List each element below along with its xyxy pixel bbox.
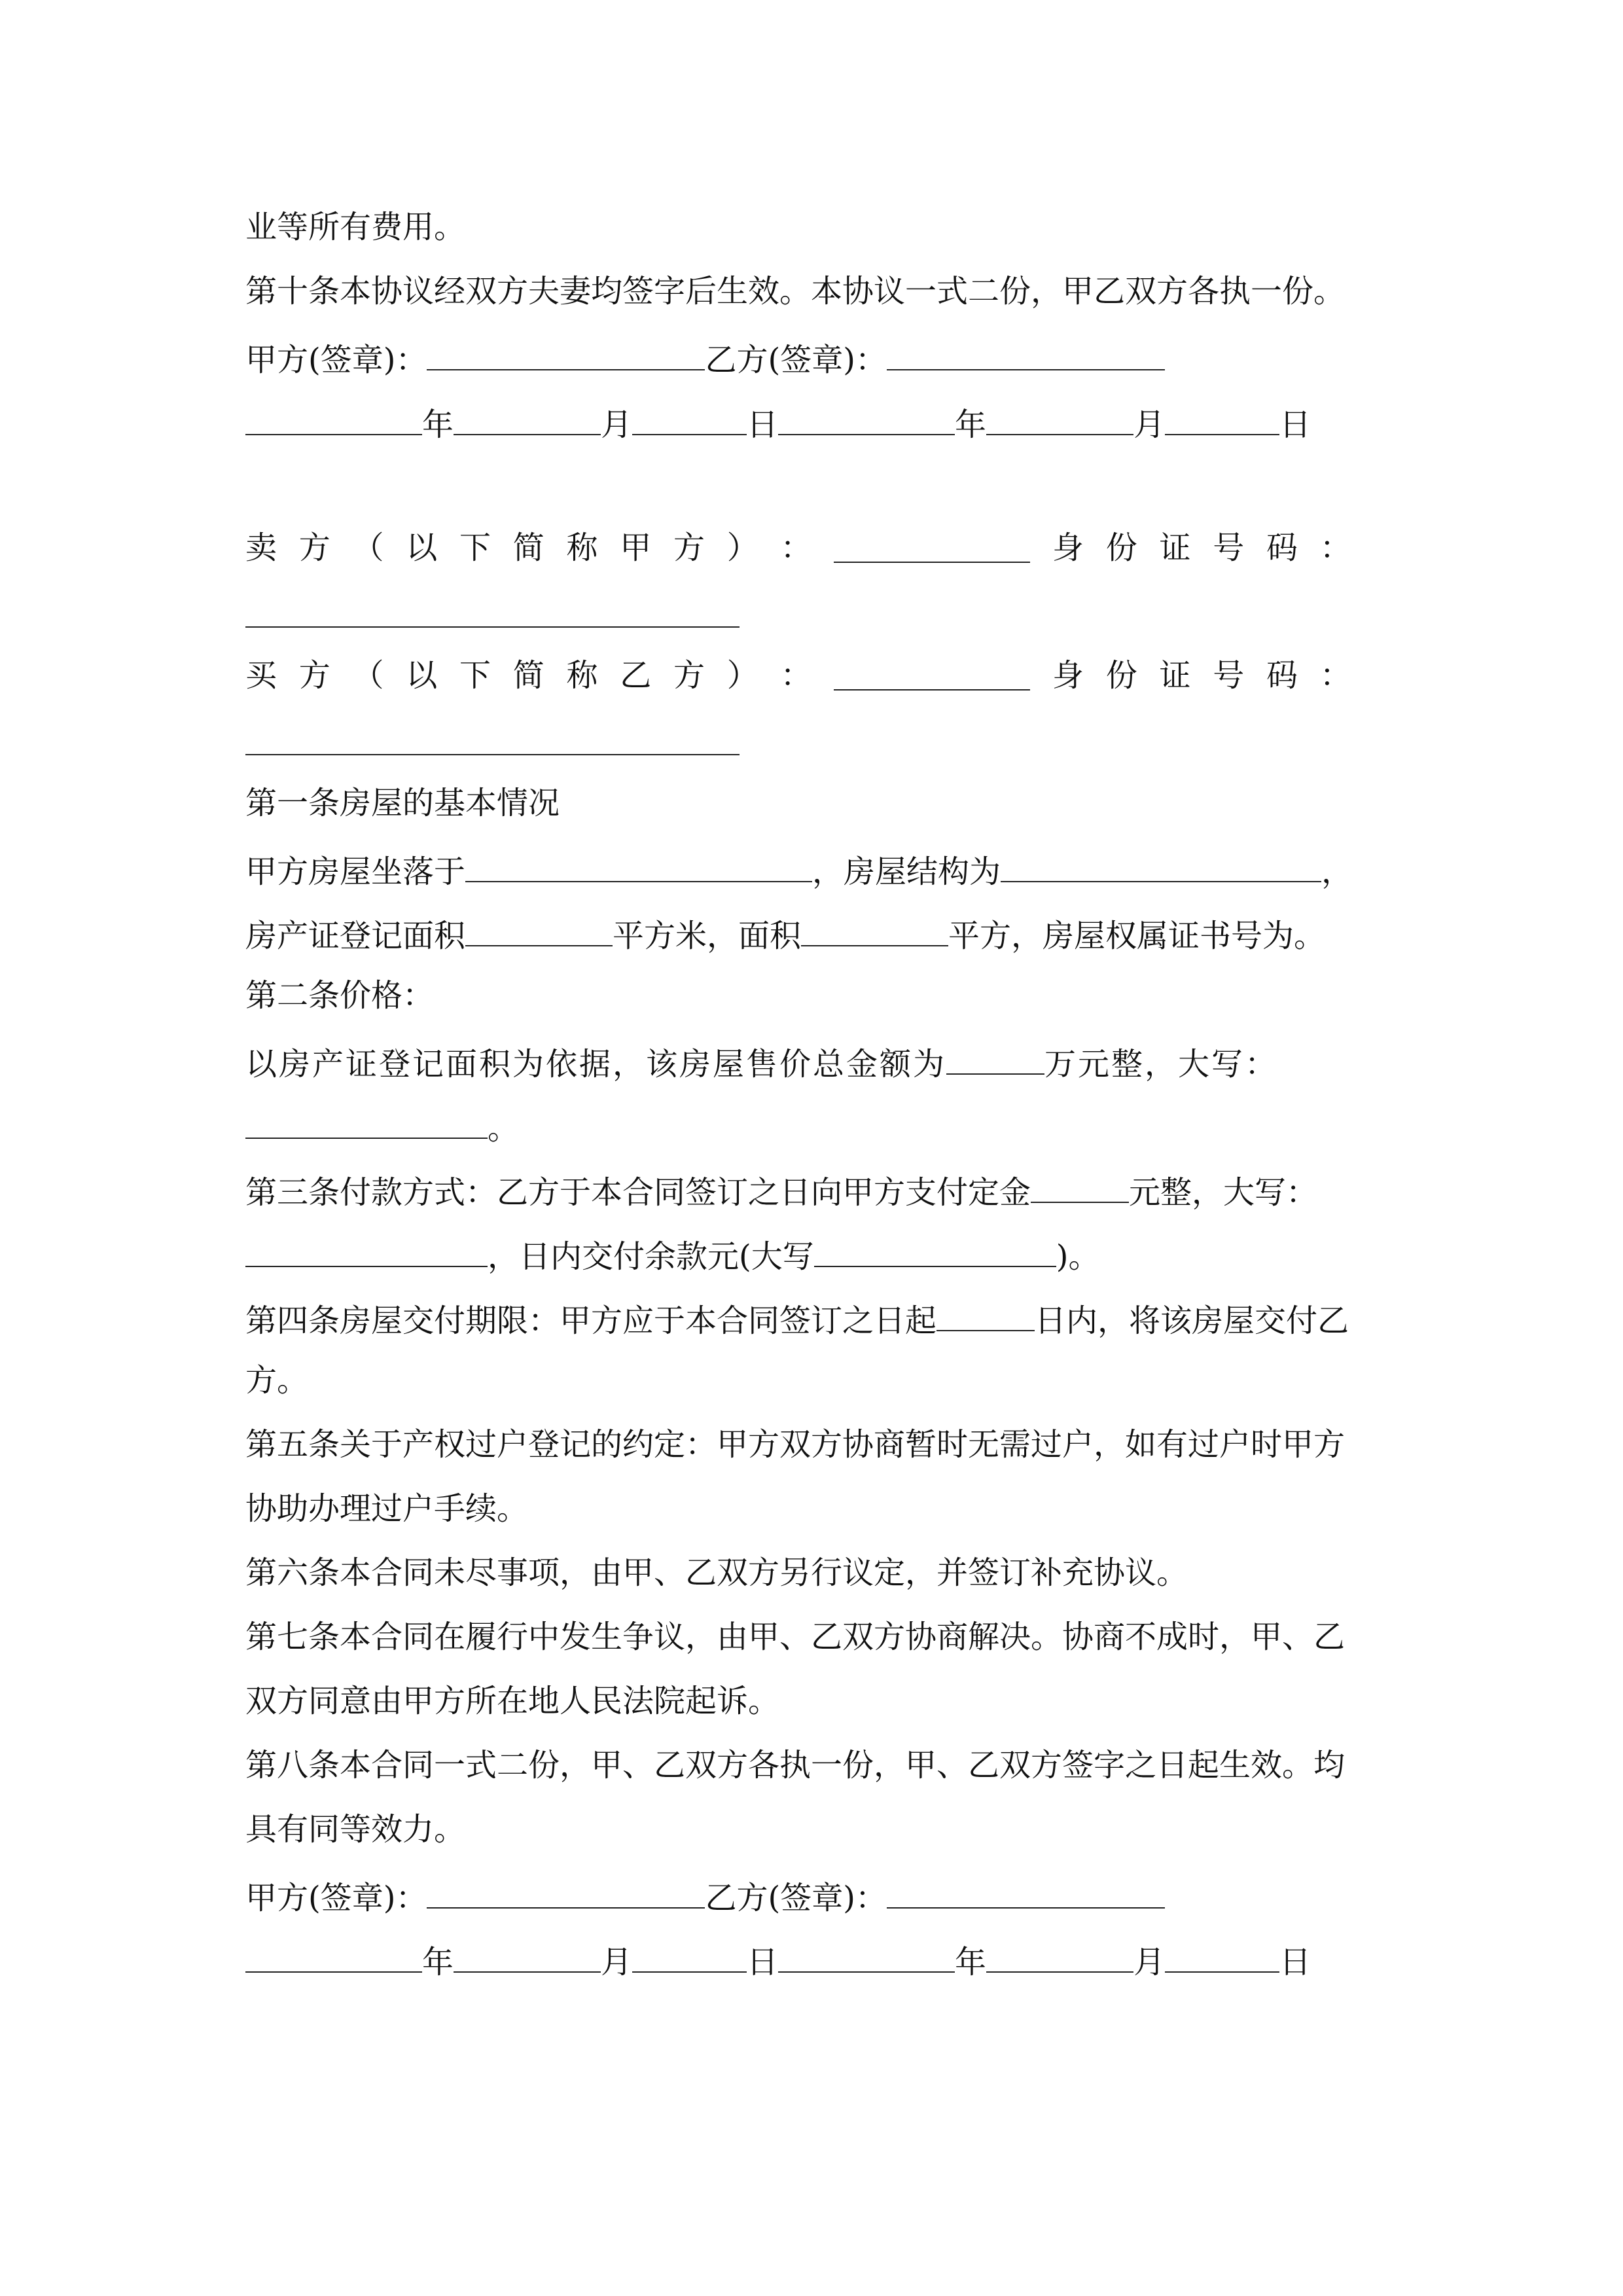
- char: 卖: [245, 529, 277, 566]
- char: （: [352, 657, 384, 694]
- year-label: 年: [422, 1944, 454, 1981]
- text: 。: [488, 1110, 520, 1147]
- text: ，: [1321, 853, 1353, 890]
- signature-row-1: [245, 332, 1391, 378]
- article-10: 第十条本协议经双方夫妻均签字后生效。本协议一式二份，甲乙双方各执一份。: [245, 273, 1346, 310]
- year-label: 年: [955, 406, 987, 443]
- party-b-sign-label: 乙方(签章)：: [705, 342, 887, 378]
- date-row-2: [245, 1935, 1391, 1981]
- article-3-balance: [245, 1229, 1391, 1275]
- location-blank[interactable]: [465, 844, 812, 882]
- text: )。: [1056, 1238, 1100, 1275]
- party-a-sign-blank[interactable]: [427, 332, 705, 370]
- char: 方: [298, 657, 330, 694]
- char: 下: [459, 657, 491, 694]
- char: 号: [1213, 529, 1245, 566]
- text: 平方，房屋权属证书号为。: [948, 918, 1326, 954]
- char: ：: [1319, 657, 1351, 694]
- text: ，日内交付余款元(大写: [488, 1238, 814, 1275]
- registered-area-blank[interactable]: [465, 908, 613, 946]
- party-a-sign-blank[interactable]: [427, 1871, 705, 1909]
- char: ）: [726, 657, 758, 694]
- party-b-sign-label: 乙方(签章)：: [705, 1880, 887, 1916]
- day-label: 日: [747, 406, 779, 443]
- char: 份: [1105, 657, 1137, 694]
- balance-words-blank[interactable]: [814, 1229, 1056, 1267]
- party-b-sign-blank[interactable]: [887, 332, 1165, 370]
- party-a-sign-label: 甲方(签章)：: [245, 1880, 427, 1916]
- month-blank[interactable]: [986, 1935, 1133, 1973]
- area-blank[interactable]: [801, 908, 948, 946]
- deposit-words-blank[interactable]: [245, 1229, 488, 1267]
- year-blank[interactable]: [245, 1935, 422, 1973]
- char: 以: [406, 529, 438, 566]
- price-words-blank[interactable]: [245, 1101, 488, 1139]
- buyer-id-blank[interactable]: [245, 754, 740, 755]
- char: 乙: [620, 657, 652, 694]
- price-blank[interactable]: [946, 1037, 1044, 1075]
- party-b-sign-blank[interactable]: [887, 1871, 1165, 1909]
- text: 第三条付款方式：乙方于本合同签订之日向甲方支付定金: [245, 1174, 1031, 1211]
- article-2-title: 第二条价格：: [245, 977, 435, 1014]
- article-2-price-words: [245, 1101, 1391, 1147]
- seller-row: [245, 525, 1391, 571]
- signature-row-2: [245, 1871, 1391, 1916]
- article-1-area: [245, 908, 1391, 954]
- char: ：: [1319, 529, 1351, 566]
- article-5-cont: 协助办理过户手续。: [245, 1490, 529, 1527]
- char: 简: [512, 657, 544, 694]
- party-a-sign-label: 甲方(签章)：: [245, 342, 427, 378]
- text: 以房产证登记面积为依据，该房屋售价总金额为: [245, 1046, 947, 1083]
- char: 方: [673, 529, 705, 566]
- month-blank[interactable]: [454, 397, 601, 435]
- article-3-payment: [245, 1165, 1391, 1211]
- text: 房产证登记面积: [245, 918, 466, 954]
- text: 平方米，面积: [613, 918, 802, 954]
- char: 称: [566, 657, 598, 694]
- month-label: 月: [1133, 1944, 1166, 1981]
- char: 码: [1266, 657, 1298, 694]
- char: 方: [298, 529, 330, 566]
- delivery-days-blank[interactable]: [936, 1293, 1035, 1331]
- deposit-blank[interactable]: [1031, 1165, 1129, 1203]
- char: 买: [245, 657, 277, 694]
- year-blank[interactable]: [245, 397, 422, 435]
- article-4-cont: 方。: [245, 1362, 309, 1399]
- seller-name-blank[interactable]: [834, 525, 1030, 563]
- char: 身: [1052, 657, 1084, 694]
- text: 日内，将该房屋交付乙: [1035, 1302, 1349, 1339]
- buyer-row: [245, 653, 1391, 698]
- article-6: 第六条本合同未尽事项，由甲、乙双方另行议定，并签订补充协议。: [245, 1554, 1188, 1591]
- day-label: 日: [1279, 406, 1311, 443]
- article-1-title: 第一条房屋的基本情况: [245, 785, 560, 821]
- year-blank[interactable]: [778, 1935, 955, 1973]
- month-blank[interactable]: [986, 397, 1133, 435]
- char: 份: [1105, 529, 1137, 566]
- article-8-cont: 具有同等效力。: [245, 1811, 466, 1848]
- year-blank[interactable]: [778, 397, 955, 435]
- char: 以: [406, 657, 438, 694]
- day-blank[interactable]: [632, 1935, 747, 1973]
- char: 甲: [620, 529, 652, 566]
- month-blank[interactable]: [454, 1935, 601, 1973]
- article-2-price: [245, 1037, 1391, 1083]
- char: ）: [726, 529, 758, 566]
- text: 元整，大写：: [1129, 1174, 1318, 1211]
- article-8: 第八条本合同一式二份，甲、乙双方各执一份，甲、乙双方签字之日起生效。均: [245, 1747, 1346, 1784]
- text: 第四条房屋交付期限：甲方应于本合同签订之日起: [245, 1302, 937, 1339]
- month-label: 月: [601, 1944, 633, 1981]
- year-label: 年: [422, 406, 454, 443]
- month-label: 月: [1133, 406, 1166, 443]
- article-7: 第七条本合同在履行中发生争议，由甲、乙双方协商解决。协商不成时，甲、乙: [245, 1619, 1346, 1655]
- text: 甲方房屋坐落于: [245, 853, 466, 890]
- seller-spread: [245, 525, 1351, 571]
- char: （: [352, 529, 384, 566]
- day-blank[interactable]: [632, 397, 747, 435]
- article-4-delivery: [245, 1293, 1391, 1339]
- char: 证: [1159, 529, 1191, 566]
- buyer-spread: [245, 653, 1351, 698]
- char: ：: [780, 657, 812, 694]
- month-label: 月: [601, 406, 633, 443]
- buyer-name-blank[interactable]: [834, 653, 1030, 691]
- structure-blank[interactable]: [1001, 844, 1321, 882]
- char: 简: [512, 529, 544, 566]
- char: 方: [673, 657, 705, 694]
- char: 号: [1213, 657, 1245, 694]
- char: 称: [566, 529, 598, 566]
- article-5: 第五条关于产权过户登记的约定：甲方双方协商暂时无需过户，如有过户时甲方: [245, 1426, 1346, 1463]
- day-blank[interactable]: [1165, 397, 1279, 435]
- day-label: 日: [1279, 1944, 1311, 1981]
- char: 码: [1266, 529, 1298, 566]
- char: 下: [459, 529, 491, 566]
- char: 证: [1159, 657, 1191, 694]
- char: ：: [780, 529, 812, 566]
- day-label: 日: [747, 1944, 779, 1981]
- text-line: 业等所有费用。: [245, 209, 466, 245]
- day-blank[interactable]: [1165, 1935, 1279, 1973]
- char: 身: [1052, 529, 1084, 566]
- article-7-cont: 双方同意由甲方所在地人民法院起诉。: [245, 1683, 780, 1719]
- article-1-location: [245, 844, 1391, 890]
- text: 万元整，大写：: [1044, 1046, 1279, 1083]
- text: ，房屋结构为: [812, 853, 1001, 890]
- date-row-1: [245, 397, 1391, 443]
- seller-id-blank[interactable]: [245, 626, 740, 628]
- year-label: 年: [955, 1944, 987, 1981]
